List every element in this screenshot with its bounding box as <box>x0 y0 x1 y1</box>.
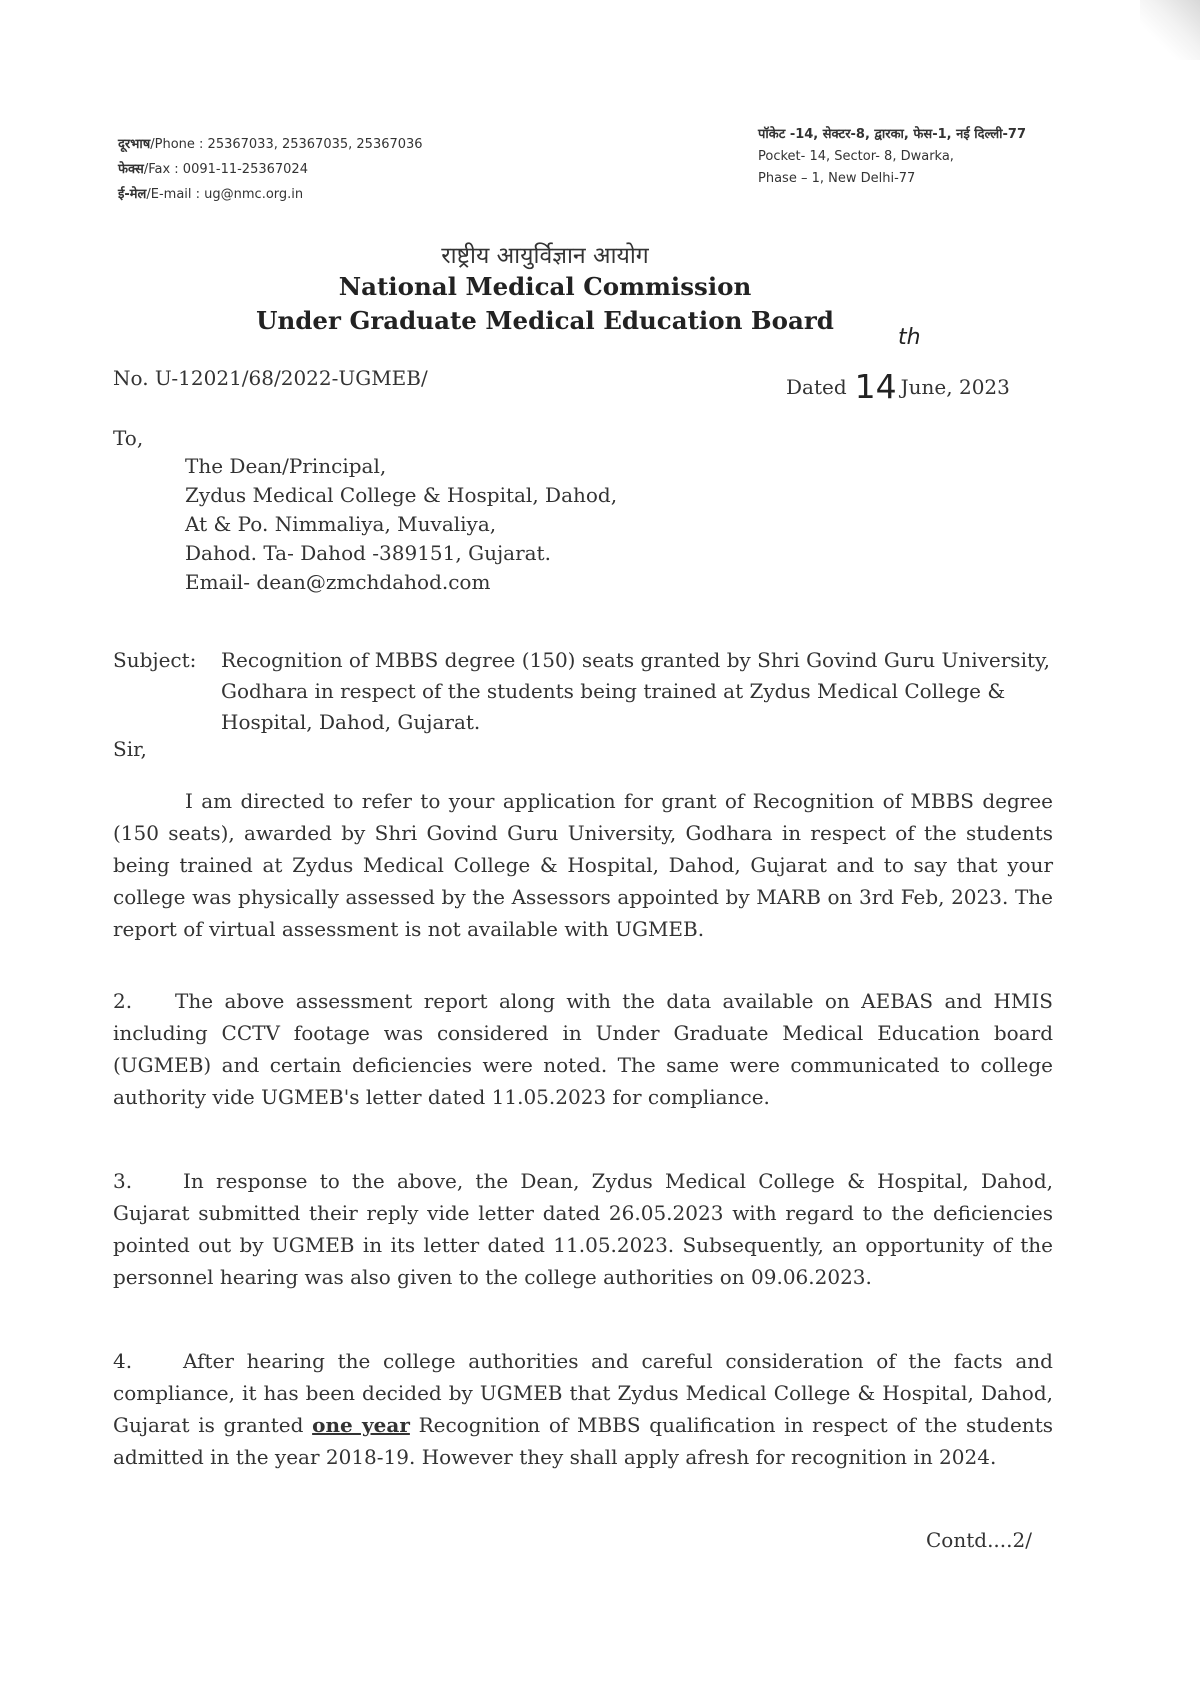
paragraph-2-text: The above assessment report along with the data available on AEBAS and HMIS including CCTV footage was considered in Under Graduate Medical Education board (UGMEB) and certain deficiencies were noted. The same were communicated to college authority vide UGMEB's letter dated 11.05.2023 for compliance. <box>113 989 1053 1109</box>
address-line-2: Phase – 1, New Delhi-77 <box>758 171 916 186</box>
subject-block <box>113 645 1058 738</box>
reference-number: No. U-12021/68/2022-UGMEB/ <box>113 366 428 390</box>
subject-text: Recognition of MBBS degree (150) seats granted by Shri Govind Guru University, Godhara in respect of the students being trained at Zydus Medical College & Hospital, Dahod, Gujarat. <box>221 648 1051 734</box>
date-month-year: June, 2023 <box>900 375 1010 399</box>
address-line-1: Pocket- 14, Sector- 8, Dwarka, <box>758 149 954 164</box>
recipient-line: Zydus Medical College & Hospital, Dahod, <box>185 483 618 507</box>
paragraph-number: 3. <box>113 1169 133 1193</box>
recipient-line: Dahod. Ta- Dahod -389151, Gujarat. <box>185 541 551 565</box>
email-line: ई-मेल/E-mail : ug@nmc.org.in <box>118 187 304 202</box>
title-hindi: राष्ट्रीय आयुर्विज्ञान आयोग <box>441 243 649 269</box>
one-year-emphasis: one year <box>312 1413 410 1437</box>
title-board: Under Graduate Medical Education Board <box>256 306 834 335</box>
address-hindi: पॉकेट -14, सेक्टर-8, द्वारका, फेस-1, नई दिल्ली-77 <box>758 127 1027 142</box>
letterhead-title <box>0 238 1090 338</box>
paragraph-4-text-a: After hearing the college authorities and careful consideration of the facts and compliance, it has been decided by UGMEB that Zydus Medical College & Hospital, Dahod, Gujarat is granted <box>113 1349 1053 1437</box>
continuation-note: Contd....2/ <box>926 1528 1032 1552</box>
paragraph-4-text-b: Recognition of MBBS qualification in respect of the students admitted in the year 2018-19. However they shall apply afresh for recognition in 2024. <box>113 1413 1053 1469</box>
salutation: Sir, <box>113 737 147 761</box>
scan-corner-shadow <box>1140 0 1200 60</box>
paragraph-3-text: In response to the above, the Dean, Zydus Medical College & Hospital, Dahod, Gujarat submitted their reply vide letter dated 26.05.2023 with regard to the deficiencies pointed out by UGMEB in its letter dated 11.05.2023. Subsequently, an opportunity of the personnel hearing was also given to the college authorities on 09.06.2023. <box>113 1169 1053 1289</box>
recipient-line: At & Po. Nimmaliya, Muvaliya, <box>185 512 497 536</box>
paragraph-3 <box>113 1165 1053 1293</box>
recipient-address <box>185 452 617 597</box>
fax-line: फेक्स/Fax : 0091-11-25367024 <box>118 162 308 177</box>
title-commission: National Medical Commission <box>338 272 752 301</box>
to-label: To, <box>113 426 144 450</box>
paragraph-4 <box>113 1345 1053 1473</box>
subject-label: Subject: <box>113 648 197 672</box>
paragraph-number: 4. <box>113 1349 133 1373</box>
paragraph-2 <box>113 985 1053 1113</box>
letter-date <box>786 363 1010 406</box>
address-block <box>758 124 1026 190</box>
paragraph-number: 2. <box>113 989 133 1013</box>
recipient-line: The Dean/Principal, <box>185 454 387 478</box>
handwritten-day-suffix: th <box>898 325 921 350</box>
contact-block <box>118 132 423 207</box>
recipient-email: Email- dean@zmchdahod.com <box>185 570 491 594</box>
paragraph-1: I am directed to refer to your application for grant of Recognition of MBBS degree (150 seats), awarded by Shri Govind Guru University, Godhara in respect of the students being trained at Zydus Medical College & Hospital, Dahod, Gujarat and to say that your college was physically assessed by the Assessors appointed by MARB on 3rd Feb, 2023. The report of virtual assessment is not available with UGMEB. <box>113 789 1053 941</box>
handwritten-day: 14 <box>854 367 897 406</box>
dated-label: Dated <box>786 375 847 399</box>
phone-line: दूरभाष/Phone : 25367033, 25367035, 25367036 <box>118 137 423 152</box>
